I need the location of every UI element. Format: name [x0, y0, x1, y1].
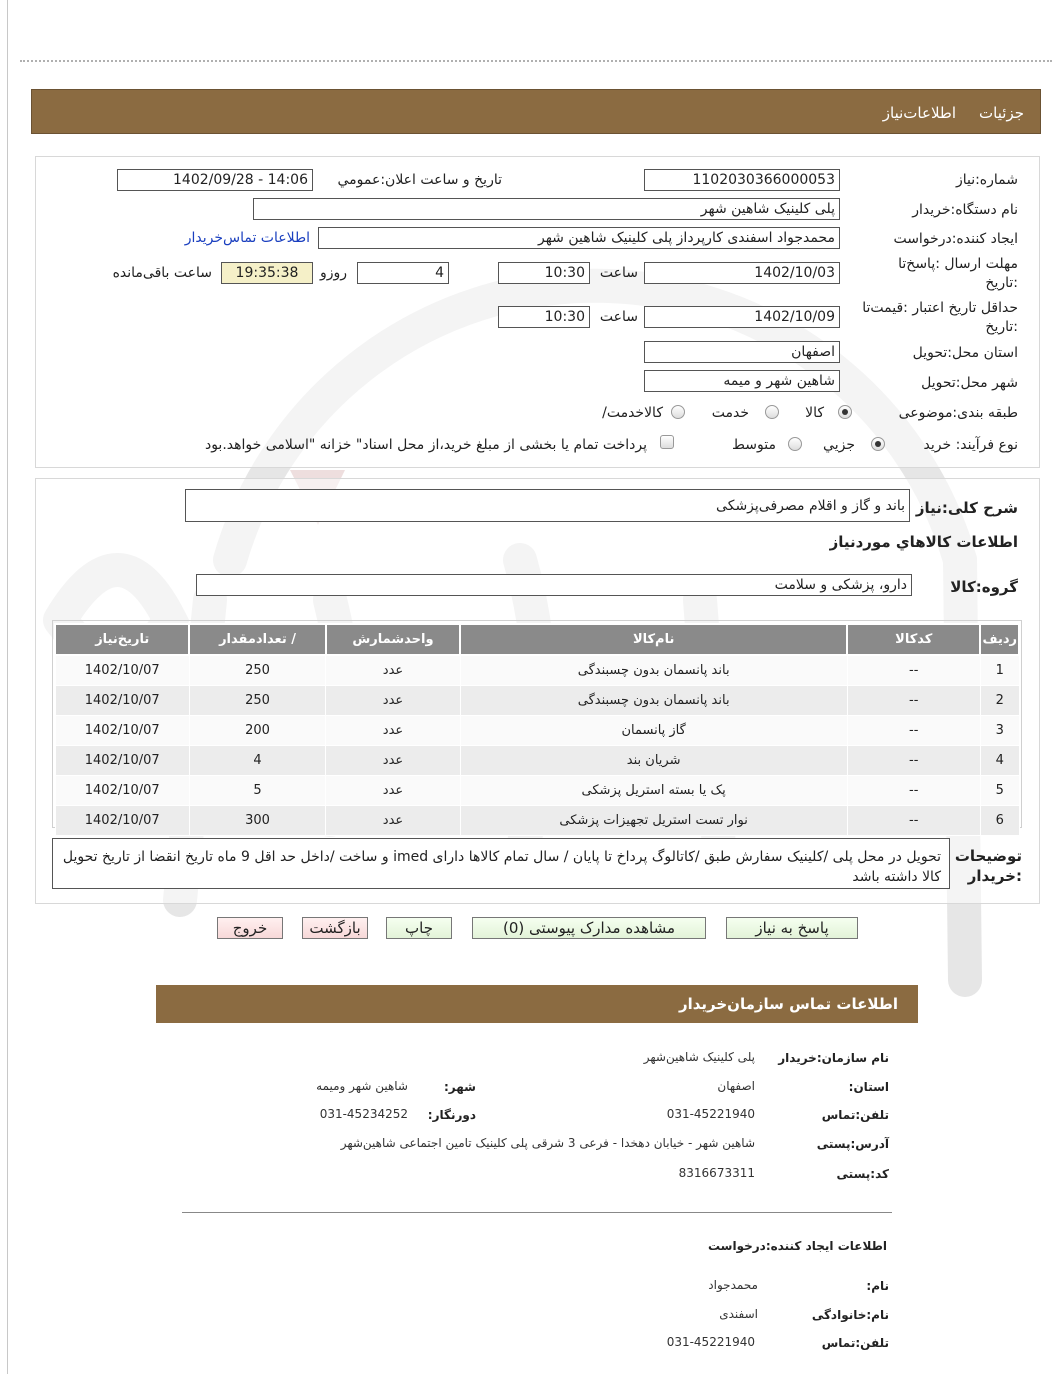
cell-name: باند پانسمان بدون چسبندگی [460, 686, 847, 716]
exit-button[interactable]: خروج [217, 917, 283, 939]
tab-need-info[interactable]: اطلاعات‌نیاز [882, 104, 956, 122]
tab-details[interactable]: جزئیات [979, 104, 1024, 122]
creator-name-label: نام: [866, 1279, 889, 1293]
col-quantity: / تعدادمقدار [189, 624, 325, 655]
attachments-button[interactable]: مشاهده مدارک پیوستی (0) [472, 917, 706, 939]
announce-field: 1402/09/28 - 14:06 [117, 169, 313, 191]
table-row [55, 655, 1019, 686]
contact-header-bar [156, 985, 918, 1023]
deadline-time-field: 10:30 [498, 262, 590, 284]
contact-phone-label: تلفن:تماس [821, 1108, 889, 1122]
category-goods-radio[interactable] [838, 405, 852, 419]
creator-phone-value: 031-45221940 [666, 1335, 755, 1349]
contact-postal-value: 8316673311 [678, 1166, 755, 1180]
cell-name: نوار تست استریل تجهیزات پزشکی [460, 806, 847, 836]
cell-quantity: 200 [189, 716, 325, 746]
cell-unit: عدد [326, 806, 461, 836]
cell-quantity: 5 [189, 776, 325, 806]
treasury-payment-label: پرداخت تمام یا بخشی از مبلغ خرید،از محل اسناد" خزانه "اسلامی خواهد.بود [204, 437, 647, 453]
cell-unit: عدد [326, 776, 461, 806]
buyer-notes-box: تحویل در محل پلی /کلینیک سفارش طبق /کاتالوگ پرداخ تا پایان / سال تمام کالاها دارای imed و ساخت /داخل حد اقل 9 ماه تاریخ انقضا از تاریخ تحویل کالا داشته باشد [52, 838, 950, 889]
process-medium-radio[interactable] [788, 437, 802, 451]
col-row: ردیف [980, 624, 1019, 655]
remaining-days-field: 4 [357, 262, 449, 284]
table-row [55, 716, 1019, 746]
category-service-radio[interactable] [765, 405, 779, 419]
cell-date: 1402/10/07 [55, 716, 189, 746]
items-table-header [55, 624, 1019, 655]
price-validity-label: حداقل تاریخ اعتبار :قیمت‌تا [862, 300, 1018, 316]
col-name: نام‌کالا [460, 624, 847, 655]
deadline-label: مهلت ارسال :پاسخ‌تا [898, 256, 1018, 272]
cell-row: 5 [980, 776, 1019, 806]
process-label: نوع فرآیند: خرید [923, 437, 1018, 453]
cell-code: -- [847, 655, 980, 686]
need-number-label: شماره:نیاز [955, 172, 1018, 188]
announce-label: تاریخ و ساعت اعلان:عمومي [337, 172, 502, 188]
table-row [55, 746, 1019, 776]
col-code: کدکالا [847, 624, 980, 655]
page-header-bar [31, 89, 1041, 134]
col-unit: واحدشمارش [326, 624, 461, 655]
print-button[interactable]: چاپ [386, 917, 452, 939]
process-minor-label: جزيي [823, 437, 855, 453]
cell-quantity: 4 [189, 746, 325, 776]
contact-divider [182, 1212, 892, 1213]
price-validity-date-field: 1402/10/09 [644, 306, 840, 328]
creator-info-title: اطلاعات ایجاد کننده:درخواست [707, 1239, 887, 1253]
cell-unit: عدد [326, 746, 461, 776]
category-label: طبقه بندی:موضوعی [898, 405, 1018, 421]
process-medium-label: متوسط [732, 437, 776, 453]
contact-phone-value: 031-45221940 [666, 1107, 755, 1121]
creator-family-label: نام:خانوادگی [811, 1308, 889, 1322]
cell-date: 1402/10/07 [55, 806, 189, 836]
contact-org-value: پلی کلینیک شاهین‌شهر [643, 1050, 755, 1064]
cell-row: 1 [980, 655, 1019, 686]
back-button[interactable]: بازگشت [302, 917, 368, 939]
cell-row: 6 [980, 806, 1019, 836]
creator-label: ایجاد کننده:درخواست [893, 231, 1018, 247]
contact-fax-label: دورنگار: [427, 1108, 476, 1122]
price-validity-time-field: 10:30 [498, 306, 590, 328]
process-minor-radio[interactable] [871, 437, 885, 451]
summary-label: شرح کلی:نیاز [915, 499, 1018, 517]
need-number-field: 1102030366000053 [644, 169, 840, 191]
province-label: استان محل:تحویل [912, 345, 1018, 361]
cell-row: 3 [980, 716, 1019, 746]
group-field: دارو، پزشکی و سلامت [196, 574, 912, 596]
treasury-payment-checkbox[interactable] [660, 435, 674, 449]
contact-city-value: شاهین شهر ومیمه [316, 1079, 408, 1093]
cell-quantity: 250 [189, 655, 325, 686]
city-label: شهر محل:تحویل [921, 375, 1018, 391]
remaining-time-label: ساعت باقی‌مانده [112, 265, 212, 281]
table-row [55, 686, 1019, 716]
cell-code: -- [847, 716, 980, 746]
contact-province-label: استان: [848, 1080, 889, 1094]
creator-phone-label: تلفن:تماس [821, 1336, 889, 1350]
summary-field: باند و گاز و اقلام مصرفی‌پزشکی [185, 489, 910, 522]
cell-name: پک یا بسته استریل پزشکی [460, 776, 847, 806]
cell-code: -- [847, 686, 980, 716]
cell-name: شریان بند [460, 746, 847, 776]
category-goods-service-radio[interactable] [671, 405, 685, 419]
category-goods-label: کالا [805, 405, 824, 421]
deadline-date-field: 1402/10/03 [644, 262, 840, 284]
cell-quantity: 250 [189, 686, 325, 716]
col-date: تاریخ‌نیاز [55, 624, 189, 655]
contact-address-value: شاهین شهر - خیابان دهخدا - فرعی 3 شرقی پلی کلینیک تامین اجتماعی شاهین‌شهر [340, 1136, 755, 1150]
cell-name: باند پانسمان بدون چسبندگی [460, 655, 847, 686]
deadline-label-date: :تاریخ [985, 275, 1018, 291]
buyer-contact-link[interactable]: اطلاعات تماس‌خریدار [184, 230, 310, 246]
contact-address-label: آدرس:پستی [816, 1137, 889, 1151]
group-label: گروه:کالا [950, 578, 1018, 596]
category-service-label: خدمت [711, 405, 749, 421]
cell-row: 4 [980, 746, 1019, 776]
days-label: روزو [319, 265, 347, 281]
price-validity-time-label: ساعت [599, 309, 638, 325]
city-field: شاهین شهر و میمه [644, 370, 840, 392]
remaining-time-field: 19:35:38 [221, 262, 313, 284]
cell-unit: عدد [326, 716, 461, 746]
creator-field: محمدجواد اسفندی کارپرداز پلی کلینیک شاهین شهر [318, 227, 840, 249]
cell-date: 1402/10/07 [55, 776, 189, 806]
price-validity-label-date: :تاریخ [985, 319, 1018, 335]
cell-code: -- [847, 806, 980, 836]
contact-org-label: نام سازمان:خریدار [778, 1051, 889, 1065]
cell-date: 1402/10/07 [55, 655, 189, 686]
buyer-notes-label-2: :خریدار [967, 867, 1022, 885]
cell-code: -- [847, 776, 980, 806]
items-section-title: اطلاعات كالاهاي موردنیاز [829, 533, 1018, 551]
deadline-time-label: ساعت [599, 265, 638, 281]
buyer-org-field: پلی کلینیک شاهین شهر [253, 198, 840, 220]
cell-code: -- [847, 746, 980, 776]
creator-name-value: محمدجواد [708, 1278, 758, 1292]
contact-city-label: شهر: [444, 1080, 476, 1094]
cell-unit: عدد [326, 686, 461, 716]
contact-province-value: اصفهان [717, 1079, 755, 1093]
contact-postal-label: کد:پستی [836, 1167, 889, 1181]
cell-quantity: 300 [189, 806, 325, 836]
creator-family-value: اسفندی [719, 1307, 758, 1321]
contact-section-title: اطلاعات تماس سازمان‌خریدار [678, 995, 898, 1013]
reply-button[interactable]: پاسخ به نیاز [726, 917, 858, 939]
province-field: اصفهان [644, 341, 840, 363]
items-table [54, 623, 1020, 836]
buyer-org-label: نام دستگاه:خریدار [912, 202, 1018, 218]
buyer-notes-label: توضیحات [954, 847, 1022, 865]
cell-row: 2 [980, 686, 1019, 716]
contact-fax-value: 031-45234252 [319, 1107, 408, 1121]
cell-date: 1402/10/07 [55, 746, 189, 776]
cell-unit: عدد [326, 655, 461, 686]
cell-name: گاز پانسمان [460, 716, 847, 746]
table-row [55, 806, 1019, 836]
category-goods-service-label: کالاخدمت/ [602, 405, 663, 421]
table-row [55, 776, 1019, 806]
cell-date: 1402/10/07 [55, 686, 189, 716]
